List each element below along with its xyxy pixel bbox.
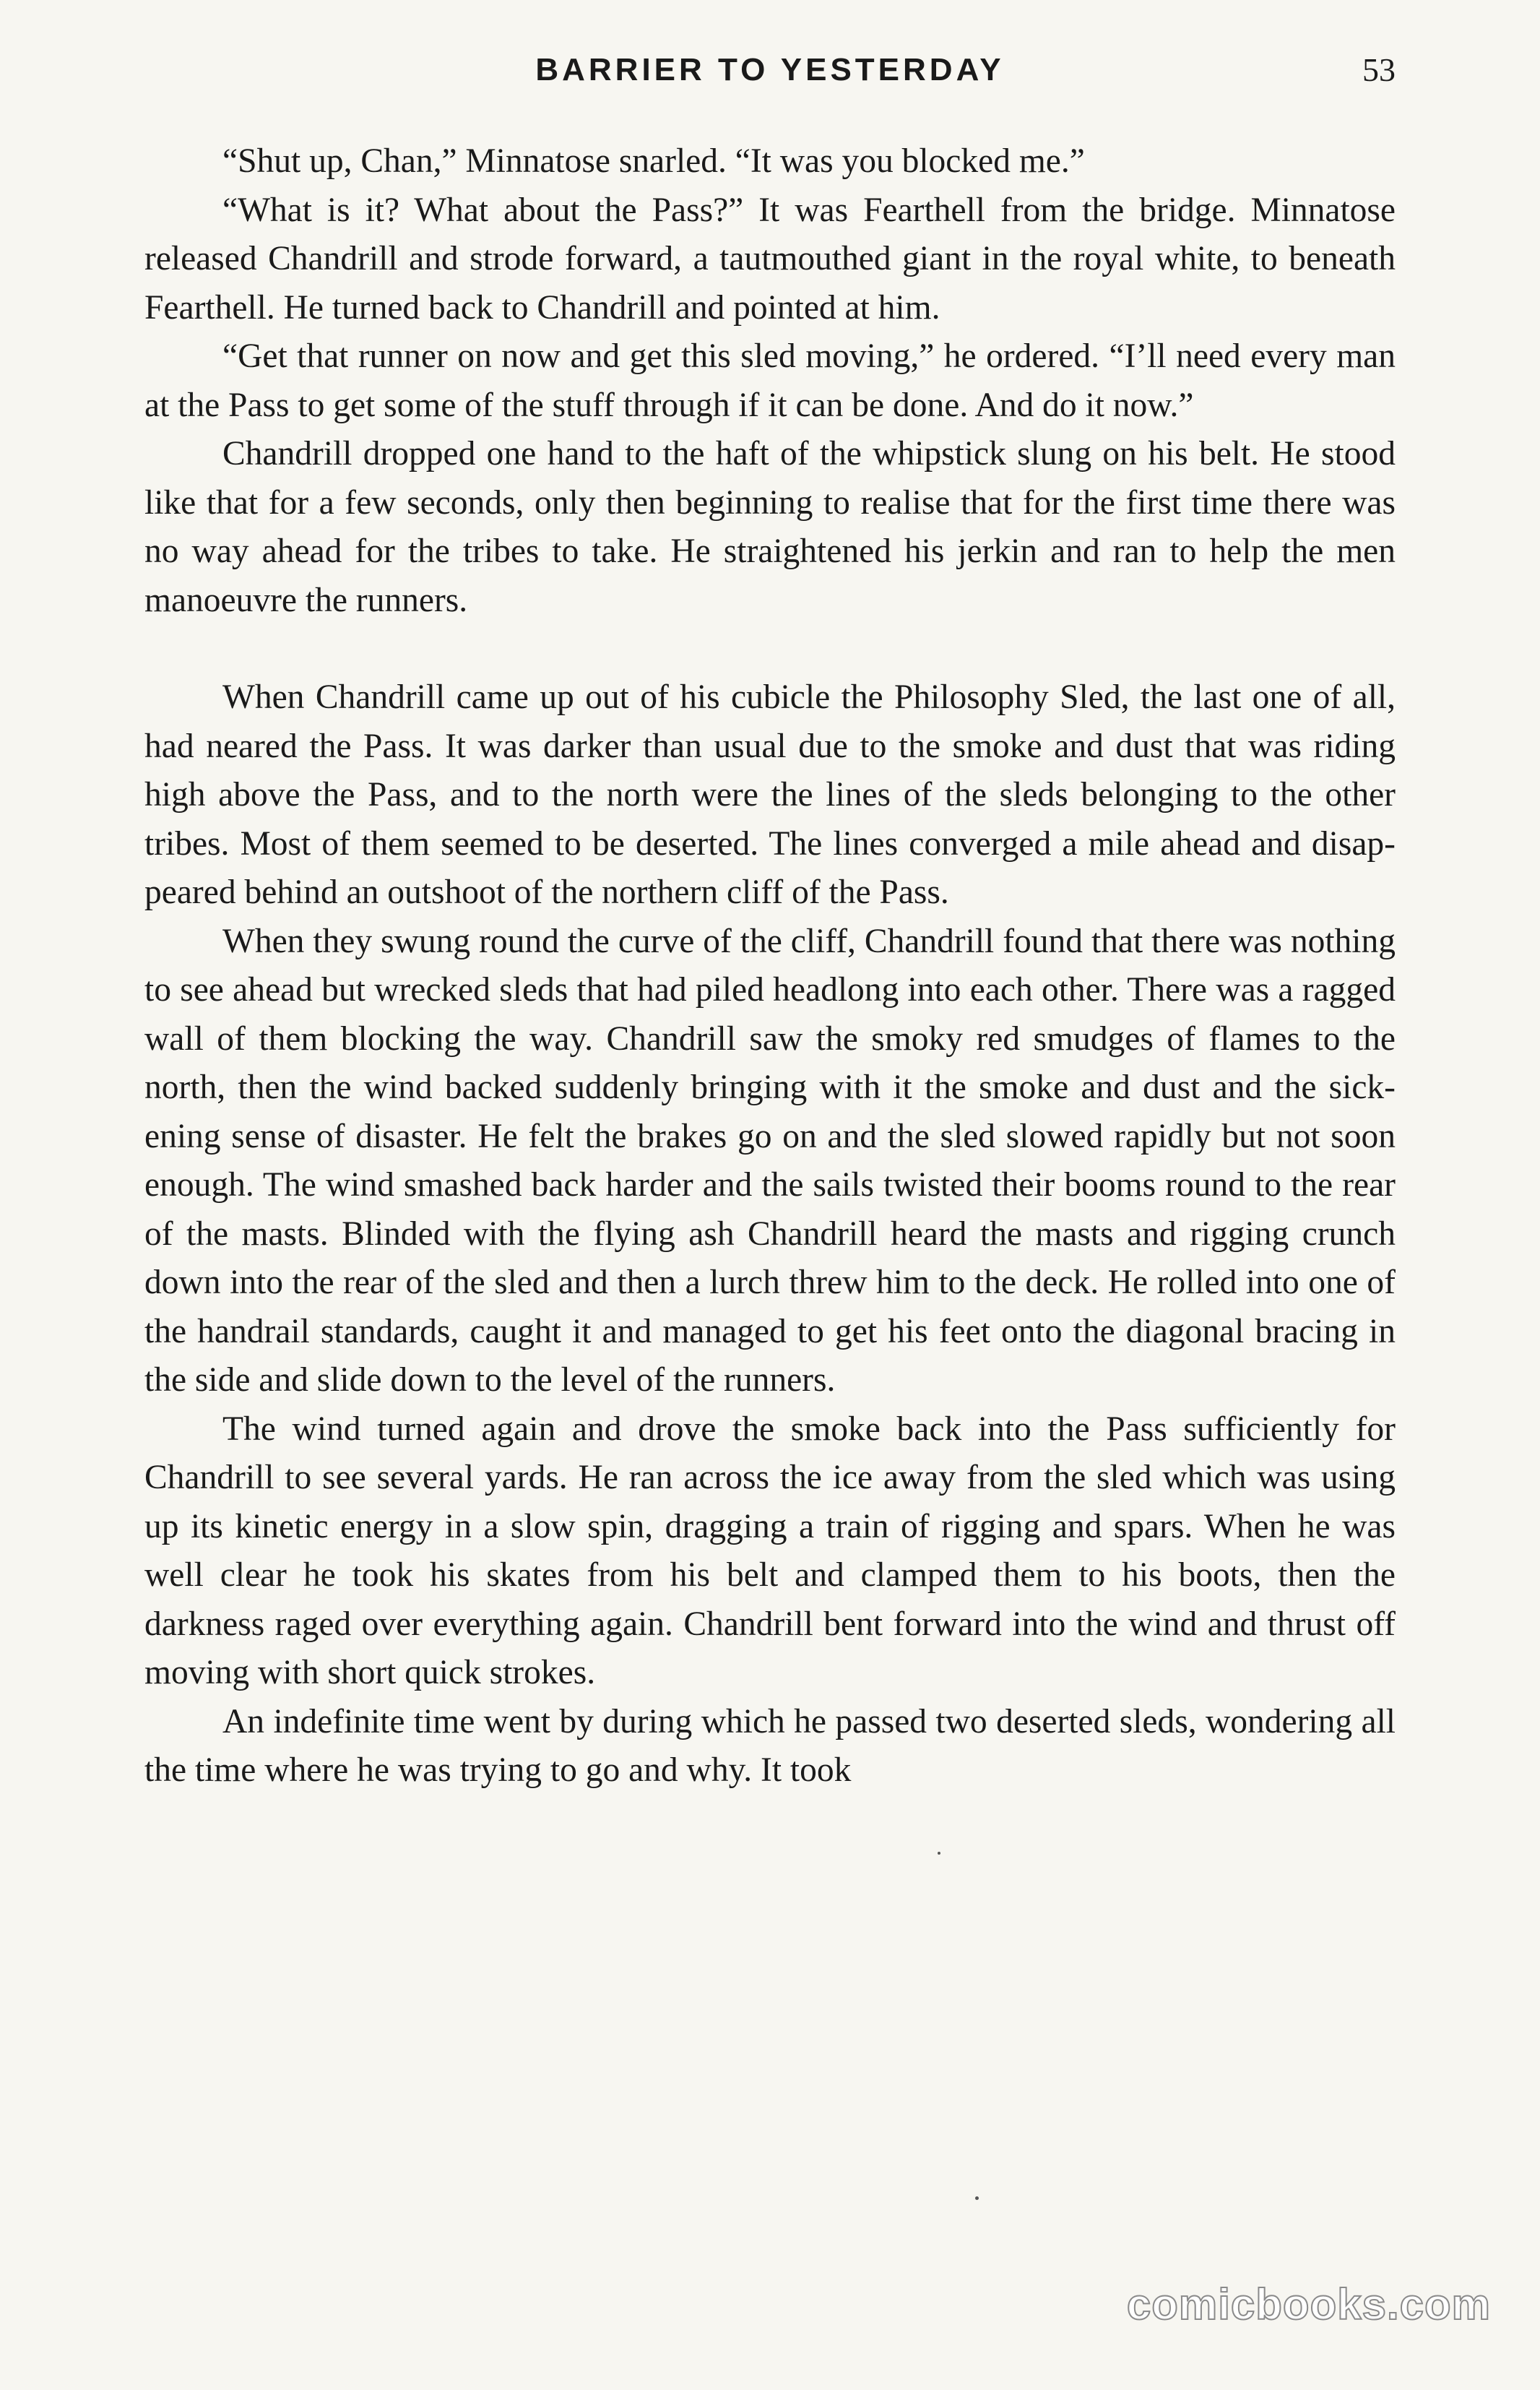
page-number: 53 — [1362, 51, 1396, 88]
paragraph: “Shut up, Chan,” Minnatose snarled. “It was you blocked me.” — [222, 142, 1085, 180]
paragraph: An indefinite time went by during which he passed two deserted sleds, wondering all the time where he was trying to go and why. It took — [144, 1702, 1396, 1789]
print-speck — [938, 1852, 940, 1855]
body-text — [144, 137, 1396, 1795]
paragraph: When they swung round the curve of the cliff, Chandrill found that there was nothing to see ahead but wrecked sleds that had piled headlong into each other. There was a ragged wall of them blocking the way. Chandrill saw the smoky red smudges of flames to the north, then the wind backed suddenly bringing with it the smoke and dust and the sickening sense of disaster. He felt the brakes go on and the sled slowed rapidly but not soon enough. The wind smashed back harder and the sails twisted their booms round to the rear of the masts. Blinded with the flying ash Chandrill heard the masts and rigging crunch down into the rear of the sled and then a lurch threw him to the deck. He rolled into one of the handrail standards, caught it and managed to get his feet onto the diagonal bracing in the side and slide down to the level of the runners. — [144, 922, 1396, 1399]
paragraph: When Chandrill came up out of his cubicle the Philosophy Sled, the last one of all, had neared the Pass. It was darker than usual due to the smoke and dust that was riding high above the Pass, and to the north were the lines of the sleds belonging to the other tribes. Most of them seemed to be deserted. The lines converged a mile ahead and disappeared behind an outshoot of the northern cliff of the Pass. — [144, 678, 1396, 911]
watermark-logo: comicbooks.com — [1126, 2280, 1491, 2329]
running-head — [144, 45, 1396, 95]
paragraph: “What is it? What about the Pass?” It was Fearthell from the bridge. Minnatose released Chandrill and strode forward, a tautmouthed giant in the royal white, to beneath Fearthell. He turned back to Chandrill and pointed at him. — [144, 191, 1396, 327]
paragraph: Chandrill dropped one hand to the haft of the whipstick slung on his belt. He stood like that for a few seconds, only then beginning to realise that for the first time there was no way ahead for the tribes to take. He straightened his jerkin and ran to help the men manoeuvre the runners. — [144, 435, 1396, 619]
paragraph: “Get that runner on now and get this sled moving,” he ordered. “I’ll need every man at the Pass to get some of the stuff through if it can be done. And do it now.” — [144, 337, 1396, 424]
running-title: BARRIER TO YESTERDAY — [535, 52, 1005, 87]
paragraph: The wind turned again and drove the smoke back into the Pass sufficiently for Chandrill to see several yards. He ran across the ice away from the sled which was using up its kinetic energy in a slow spin, dragging a train of rigging and spars. When he was well clear he took his skates from his belt and clamped them to his boots, then the darkness raged over everything again. Chandrill bent forward into the wind and thrust off moving with short quick strokes. — [144, 1410, 1396, 1691]
print-speck — [975, 2196, 979, 2200]
